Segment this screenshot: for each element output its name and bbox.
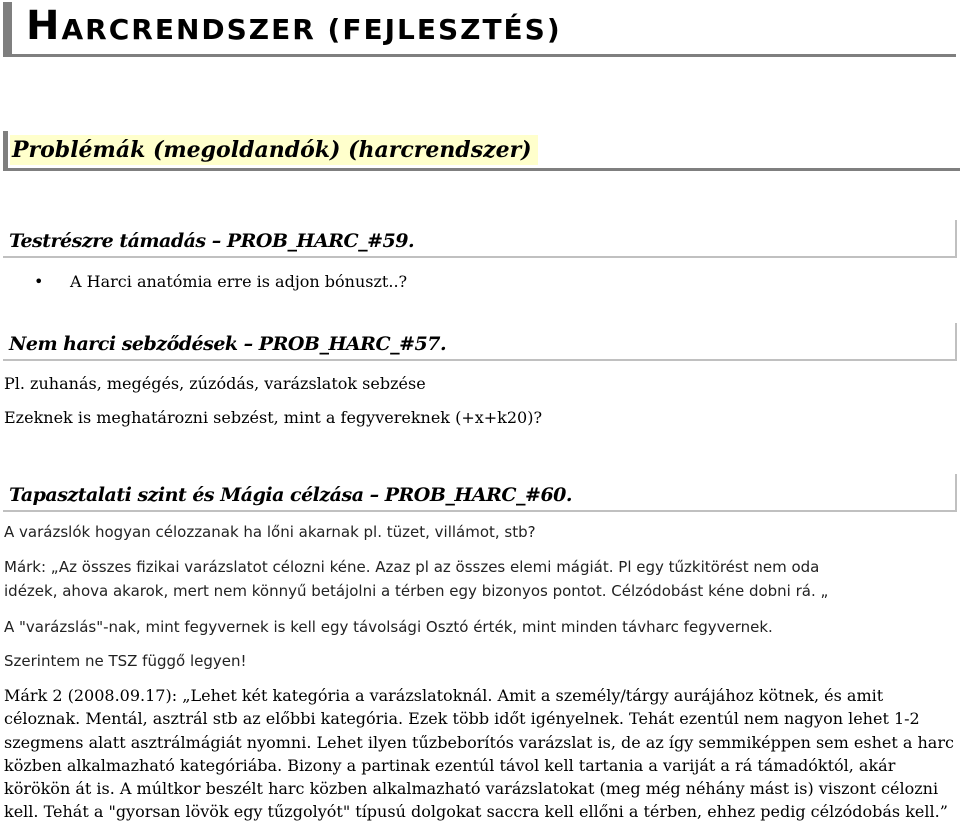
subheading-prob-59: Testrészre támadás – PROB_HARC_#59. <box>9 230 415 252</box>
section-heading: Problémák (megoldandók) (harcrendszer) <box>10 135 538 165</box>
paragraph-mark2-line: szegmens alatt asztrálmágiát nyomni. Lehet ilyen tűzbeborítós varázslat is, de az így semmiképpen sem eshet a harc <box>4 733 954 752</box>
paragraph-mark2-line: kell. Tehát a "gyorsan lövök egy tűzgolyót" típusú dolgokat saccra kell ellőni a térben, ehhez pedig célzódobás kell.” <box>4 802 948 821</box>
title-rest: ARCRENDSZER (FEJLESZTÉS) <box>61 13 562 46</box>
paragraph-opinion: Szerintem ne TSZ függő legyen! <box>4 652 247 670</box>
bullet-text: A Harci anatómia erre is adjon bónuszt..? <box>70 272 408 291</box>
title-initial: H <box>26 3 62 49</box>
paragraph-mark2-line: közben alkalmazható kategóriába. Bizony a partinak ezentúl távol kell tartania a variját a rá támadóktól, akár <box>4 756 896 775</box>
subheading-bar <box>3 220 957 258</box>
paragraph-mark-line2: idézek, ahova akarok, mert nem könnyű betájolni a térben egy bizonyos pontot. Célzódobást kéne dobni rá. „ <box>4 582 829 600</box>
subheading-bar <box>3 323 957 361</box>
paragraph-mark2-line: céloznak. Mentál, asztrál stb az előbbi kategória. Ezek több időt igényelnek. Tehát ezentúl nem nagyon lehet 1-2 <box>4 709 920 728</box>
paragraph-mark2-line: körökön át is. A múltkor beszélt harc közben alkalmazható varázslatokat (meg még néhány mást is) viszont célozni <box>4 779 939 798</box>
subheading-bar <box>3 474 957 512</box>
paragraph-range-value: A "varázslás"-nak, mint fegyvernek is kell egy távolsági Osztó érték, mint minden távharc fegyvernek. <box>4 618 773 636</box>
subheading-prob-57: Nem harci sebződések – PROB_HARC_#57. <box>9 333 447 355</box>
page-title <box>26 3 562 50</box>
paragraph-mark-line1: Márk: „Az összes fizikai varázslatot célozni kéne. Azaz pl az összes elemi mágiát. Pl egy tűzkitörést nem oda <box>4 558 820 576</box>
paragraph-question-2: A varázslók hogyan célozzanak ha lőni akarnak pl. tüzet, villámot, stb? <box>4 523 536 541</box>
paragraph-mark2-line: Márk 2 (2008.09.17): „Lehet két kategória a varázslatoknál. Amit a személy/tárgy aurájához kötnek, és amit <box>4 686 884 705</box>
subheading-prob-60: Tapasztalati szint és Mágia célzása – PROB_HARC_#60. <box>9 484 572 506</box>
paragraph-examples: Pl. zuhanás, megégés, zúzódás, varázslatok sebzése <box>4 374 426 393</box>
title-bar <box>3 2 956 57</box>
bullet-icon: • <box>34 272 44 291</box>
paragraph-question: Ezeknek is meghatározni sebzést, mint a fegyvereknek (+x+k20)? <box>4 408 543 427</box>
section-heading-bar <box>3 131 960 171</box>
